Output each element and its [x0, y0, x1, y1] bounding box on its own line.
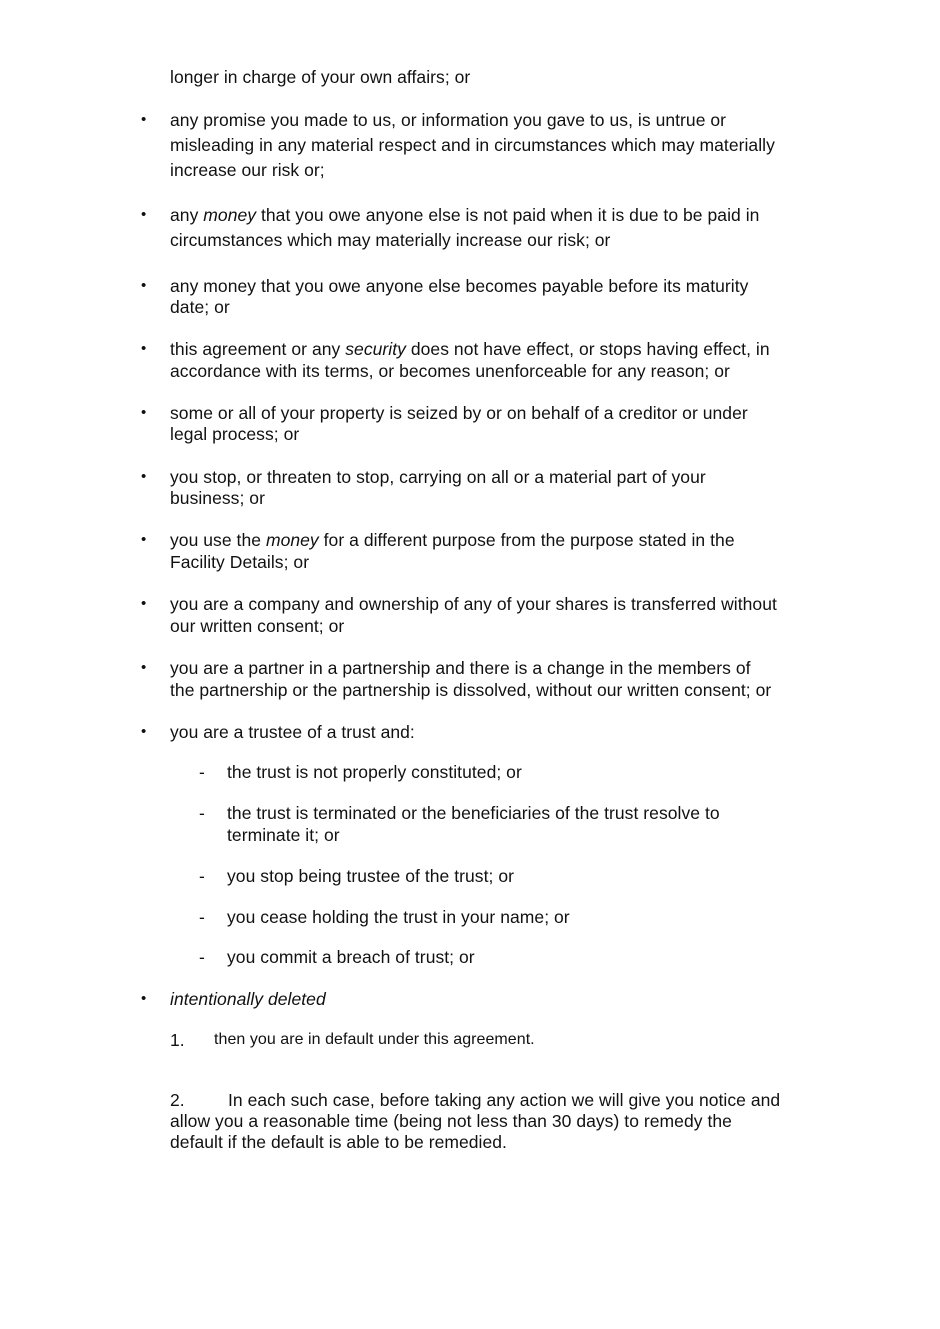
sub-item-line: terminate it; or — [227, 825, 340, 845]
bullet-line: Facility Details; or — [170, 552, 310, 572]
continuation-text: longer in charge of your own affairs; or — [170, 67, 471, 87]
bullet-line: any promise you made to us, or information you gave to us, is untrue or — [170, 110, 727, 130]
bullet-symbol: • — [141, 531, 147, 548]
bullet-line: you are a company and ownership of any of your shares is transferred without — [170, 594, 777, 614]
sub-item-line: the trust is not properly constituted; or — [227, 762, 522, 782]
bullet-line: any money that you owe anyone else is not paid when it is due to be paid in — [170, 205, 760, 225]
paragraph-number: 2. — [170, 1090, 185, 1110]
bullet-line: some or all of your property is seized by or on behalf of a creditor or under — [170, 403, 748, 423]
bullet-symbol: • — [141, 111, 147, 128]
sub-item-line: you commit a breach of trust; or — [227, 947, 475, 967]
paragraph-line: default if the default is able to be remedied. — [170, 1132, 507, 1152]
defined-term: money — [203, 205, 257, 225]
bullet-symbol: • — [141, 595, 147, 612]
bullet-line: you use the money for a different purpose from the purpose stated in the — [170, 530, 735, 550]
bullet-line: you are a trustee of a trust and: — [170, 722, 415, 742]
paragraph-line: allow you a reasonable time (being not less than 30 days) to remedy the — [170, 1111, 732, 1131]
bullet-symbol: • — [141, 340, 147, 357]
defined-term: security — [345, 339, 406, 359]
bullet-symbol: • — [141, 468, 147, 485]
bullet-symbol: • — [141, 723, 147, 740]
bullet-line: accordance with its terms, or becomes unenforceable for any reason; or — [170, 361, 730, 381]
bullet-symbol: • — [141, 277, 147, 294]
sub-item-line: the trust is terminated or the beneficiaries of the trust resolve to — [227, 803, 720, 823]
bullet-line: any money that you owe anyone else becomes payable before its maturity — [170, 276, 749, 296]
paragraph-line: then you are in default under this agreement. — [214, 1031, 535, 1048]
bullet-line: you are a partner in a partnership and there is a change in the members of — [170, 658, 751, 678]
bullet-symbol: • — [141, 206, 147, 223]
dash-symbol: - — [199, 947, 205, 967]
bullet-symbol: • — [141, 990, 147, 1007]
bullet-line: increase our risk or; — [170, 160, 325, 180]
dash-symbol: - — [199, 762, 205, 782]
defined-term: money — [265, 530, 319, 550]
bullet-line: our written consent; or — [170, 616, 345, 636]
dash-symbol: - — [199, 907, 205, 927]
bullet-symbol: • — [141, 659, 147, 676]
sub-item-line: you cease holding the trust in your name; or — [227, 907, 570, 927]
bullet-line: this agreement or any security does not have effect, or stops having effect, in — [170, 339, 770, 359]
bullet-line-deleted: intentionally deleted — [170, 989, 326, 1009]
bullet-symbol: • — [141, 404, 147, 421]
bullet-line: circumstances which may materially increase our risk; or — [170, 230, 611, 250]
bullet-line: date; or — [170, 297, 230, 317]
bullet-line: you stop, or threaten to stop, carrying on all or a material part of your — [170, 467, 706, 487]
bullet-line: business; or — [170, 488, 265, 508]
bullet-line: the partnership or the partnership is dissolved, without our written consent; or — [170, 680, 772, 700]
dash-symbol: - — [199, 866, 205, 886]
bullet-line: misleading in any material respect and in circumstances which may materially — [170, 135, 775, 155]
paragraph-line: In each such case, before taking any action we will give you notice and — [228, 1090, 781, 1110]
dash-symbol: - — [199, 803, 205, 823]
sub-item-line: you stop being trustee of the trust; or — [227, 866, 514, 886]
paragraph-number: 1. — [170, 1030, 185, 1050]
bullet-line: legal process; or — [170, 424, 300, 444]
